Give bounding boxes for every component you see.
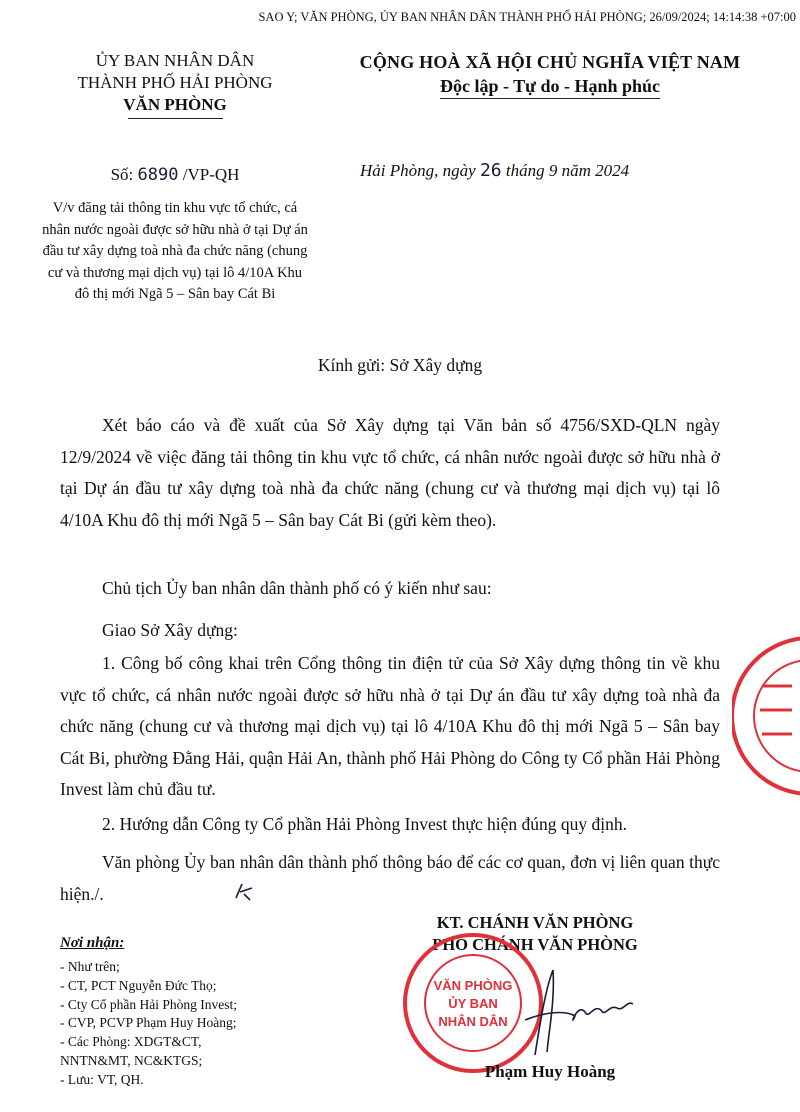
national-motto: Độc lập - Tự do - Hạnh phúc xyxy=(439,76,661,96)
digital-copy-header: SAO Y; VĂN PHÒNG, ỦY BAN NHÂN DÂN THÀNH PHỐ HẢI PHÒNG; 26/09/2024; 14:14:38 +07:00 xyxy=(258,10,796,24)
edge-seal-partial xyxy=(732,628,800,804)
recipient-item: - CVP, PCVP Phạm Huy Hoàng; xyxy=(60,1015,237,1031)
agency-underline xyxy=(128,118,223,119)
paragraph-4: 1. Công bố công khai trên Cổng thông tin điện tử của Sở Xây dựng thông tin về khu vực tổ chức, cá nhân nước ngoài được sở hữu nhà ở tại Dự án đầu tư xây dựng toà nhà đa chức năng (chung cư và thương mại dịch vụ) tại lô 4/10A Khu đô thị mới Ngã 5 – Sân bay Cát Bi, phường Đằng Hải, quận Hải An, thành phố Hải Phòng do Công ty Cổ phần Hải Phòng Invest làm chủ đầu tư. xyxy=(60,653,720,799)
date-suffix: tháng 9 năm 2024 xyxy=(501,161,630,180)
doc-number-suffix: /VP-QH xyxy=(178,165,240,184)
agency-line-2: THÀNH PHỐ HẢI PHÒNG xyxy=(77,73,273,92)
recipients-list xyxy=(60,958,237,1090)
recipient-item: NNTN&MT, NC&KTGS; xyxy=(60,1052,203,1068)
handwritten-signature xyxy=(505,960,645,1070)
seal-text-2: ỦY BAN xyxy=(448,996,498,1011)
paragraph-5: 2. Hướng dẫn Công ty Cổ phần Hải Phòng Invest thực hiện đúng quy định. xyxy=(102,814,627,834)
recipients-title: Nơi nhận: xyxy=(60,935,125,951)
seal-text-3: NHÂN DÂN xyxy=(438,1014,508,1029)
paragraph-3: Giao Sở Xây dựng: xyxy=(102,620,238,640)
agency-line-3: VĂN PHÒNG xyxy=(123,95,227,114)
paragraph-2: Chủ tịch Ủy ban nhân dân thành phố có ý kiến như sau: xyxy=(102,578,492,598)
date-prefix: Hải Phòng, ngày xyxy=(360,161,480,180)
recipient-item: - Cty Cổ phần Hải Phòng Invest; xyxy=(60,996,237,1012)
recipient-line: Kính gửi: Sở Xây dựng xyxy=(317,355,483,375)
signature-title-2: PHÓ CHÁNH VĂN PHÒNG xyxy=(432,935,638,954)
agency-line-1: ỦY BAN NHÂN DÂN xyxy=(95,51,255,70)
recipient-item: - CT, PCT Nguyễn Đức Thọ; xyxy=(60,977,217,993)
national-title: CỘNG HOÀ XÃ HỘI CHỦ NGHĨA VIỆT NAM xyxy=(359,52,741,72)
recipient-item: - Như trên; xyxy=(60,959,120,974)
signature-title-1: KT. CHÁNH VĂN PHÒNG xyxy=(436,913,634,932)
seal-text-1: VĂN PHÒNG xyxy=(433,978,513,993)
doc-number-prefix: Số: xyxy=(110,165,138,184)
doc-number-handwritten: 6890 xyxy=(137,165,179,185)
recipient-item: - Các Phòng: XDGT&CT, xyxy=(60,1034,202,1050)
place-date-line xyxy=(360,160,780,181)
initials-mark xyxy=(232,880,256,904)
signer-name: Phạm Huy Hoàng xyxy=(484,1062,616,1081)
document-number xyxy=(40,165,310,185)
issuing-agency-header xyxy=(40,50,310,119)
paragraph-1: Xét báo cáo và đề xuất của Sở Xây dựng tại Văn bản số 4756/SXD-QLN ngày 12/9/2024 về việc đăng tải thông tin khu vực tổ chức, cá nhân nước ngoài được sở hữu nhà ở tại Dự án đầu tư xây dựng toà nhà đa chức năng (chung cư và thương mại dịch vụ) tại lô 4/10A Khu đô thị mới Ngã 5 – Sân bay Cát Bi (gửi kèm theo). xyxy=(60,415,720,530)
recipient-item: - Lưu: VT, QH. xyxy=(60,1071,144,1087)
document-subject: V/v đăng tải thông tin khu vực tổ chức, cá nhân nước ngoài được sở hữu nhà ở tại Dự án đầu tư xây dựng toà nhà đa chức năng (chung cư và thương mại dịch vụ) tại lô 4/10A Khu đô thị mới Ngã 5 – Sân bay Cát Bi xyxy=(42,200,308,302)
date-day-handwritten: 26 xyxy=(479,160,502,181)
national-motto-header xyxy=(315,50,785,99)
paragraph-6: Văn phòng Ủy ban nhân dân thành phố thông báo để các cơ quan, đơn vị liên quan thực hiện./. xyxy=(60,852,720,904)
motto-underline xyxy=(440,98,660,99)
